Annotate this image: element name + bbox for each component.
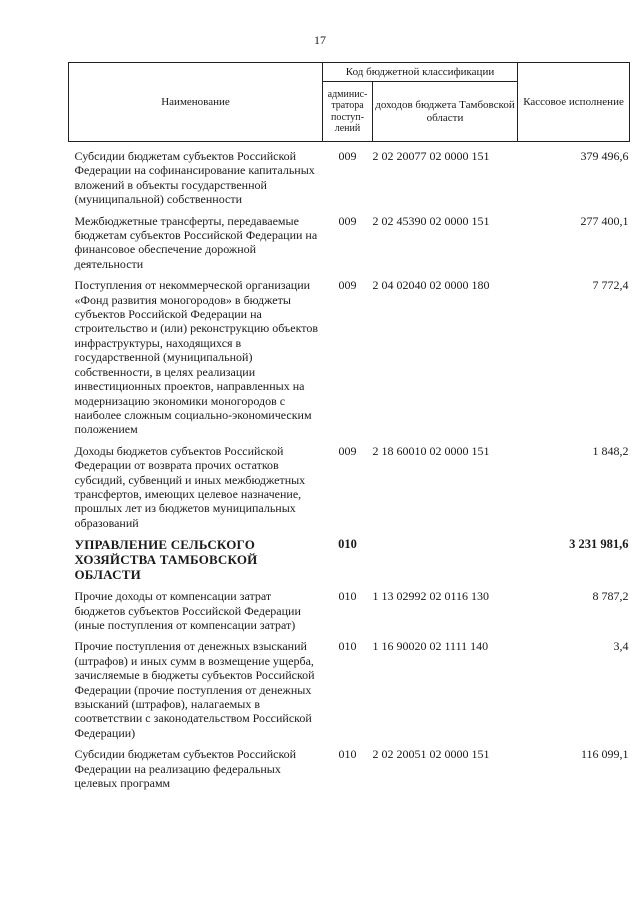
row-income-code xyxy=(373,530,518,582)
budget-table xyxy=(68,62,630,790)
row-name: Доходы бюджетов субъектов Российской Федерации от возврата прочих остатков субсидий, субвенций и иных межбюджетных трансфертов, имеющих целевое назначение, прошлых лет из бюджетов муниципальных образований xyxy=(74,443,306,530)
section-total: 3 231 981,6 xyxy=(569,537,629,552)
page-number: 17 xyxy=(314,33,326,47)
row-income-code: 2 02 20077 02 0000 151 xyxy=(372,149,490,163)
row-name: Поступления от некоммерческой организации «Фонд развития моногородов» в бюджеты субъектов Российской Федерации на строительство и (или) реконструкцию объектов инфраструктуры, находящихся в государственной (муниципальной) собственности, в целях реализации инвестиционных проектов, направленных на модернизацию экономики моногородов с наиболее сложным социально-экономическим положением xyxy=(74,278,318,437)
row-income-code: 2 04 02040 02 0000 180 xyxy=(372,278,490,293)
row-admin-code: 010 xyxy=(338,537,357,552)
row-income-code: 1 13 02992 02 0116 130 xyxy=(372,589,490,604)
row-admin-code: 009 xyxy=(338,443,357,458)
header-amount: Кассовое исполнение xyxy=(518,63,630,142)
row-admin-code: 010 xyxy=(338,639,357,654)
row-amount: 3,4 xyxy=(613,639,629,654)
table-row xyxy=(69,271,630,436)
header-income: доходов бюджета Тамбовской области xyxy=(373,82,518,142)
row-name: Субсидии бюджетам субъектов Российской Федерации на софинансирование капитальных вложений в объекты государственной (муниципальной) собственности xyxy=(74,149,315,207)
row-admin-code: 010 xyxy=(338,589,357,604)
row-amount: 1 848,2 xyxy=(592,443,629,458)
table-row xyxy=(69,437,630,530)
row-name: Субсидии бюджетам субъектов Российской Федерации на реализацию федеральных целевых программ xyxy=(74,747,297,791)
row-name: Прочие поступления от денежных взысканий (штрафов) и иных сумм в возмещение ущерба, зачисляемые в бюджеты субъектов Российской Федерации (прочие поступления от денежных взысканий (штрафов), налагаемых в соответствии с законодательством Российской Федерации) xyxy=(74,639,315,740)
row-admin-code: 009 xyxy=(338,213,357,228)
table-body xyxy=(69,142,630,791)
row-income-code: 2 02 20051 02 0000 151 xyxy=(372,747,490,762)
header-admin: админис-тратора поступ-лений xyxy=(323,82,373,142)
table-header xyxy=(69,63,630,142)
table-row xyxy=(69,142,630,207)
row-name: Межбюджетные трансферты, передаваемые бюджетам субъектов Российской Федерации на финансовое обеспечение дорожной деятельности xyxy=(74,213,318,271)
row-income-code: 1 16 90020 02 1111 140 xyxy=(372,639,489,654)
table-row xyxy=(69,207,630,272)
row-amount: 8 787,2 xyxy=(592,589,629,604)
row-amount: 7 772,4 xyxy=(592,278,629,293)
section-title: УПРАВЛЕНИЕ СЕЛЬСКОГО ХОЗЯЙСТВА ТАМБОВСКОЙ ОБЛАСТИ xyxy=(74,537,258,583)
row-income-code: 2 18 60010 02 0000 151 xyxy=(372,443,490,458)
header-code-group: Код бюджетной классификации xyxy=(323,63,518,82)
table-row xyxy=(69,582,630,632)
table-row xyxy=(69,632,630,740)
table-row-section xyxy=(69,530,630,582)
table-row xyxy=(69,740,630,790)
row-income-code: 2 02 45390 02 0000 151 xyxy=(372,213,490,228)
row-admin-code: 009 xyxy=(338,278,357,293)
row-admin-code: 009 xyxy=(338,149,357,163)
row-name: Прочие доходы от компенсации затрат бюджетов субъектов Российской Федерации (иные поступления от компенсации затрат) xyxy=(74,589,301,632)
row-amount: 277 400,1 xyxy=(580,213,629,228)
header-name: Наименование xyxy=(69,63,323,142)
row-amount: 116 099,1 xyxy=(580,747,629,762)
row-amount: 379 496,6 xyxy=(580,149,629,163)
row-admin-code: 010 xyxy=(338,747,357,762)
